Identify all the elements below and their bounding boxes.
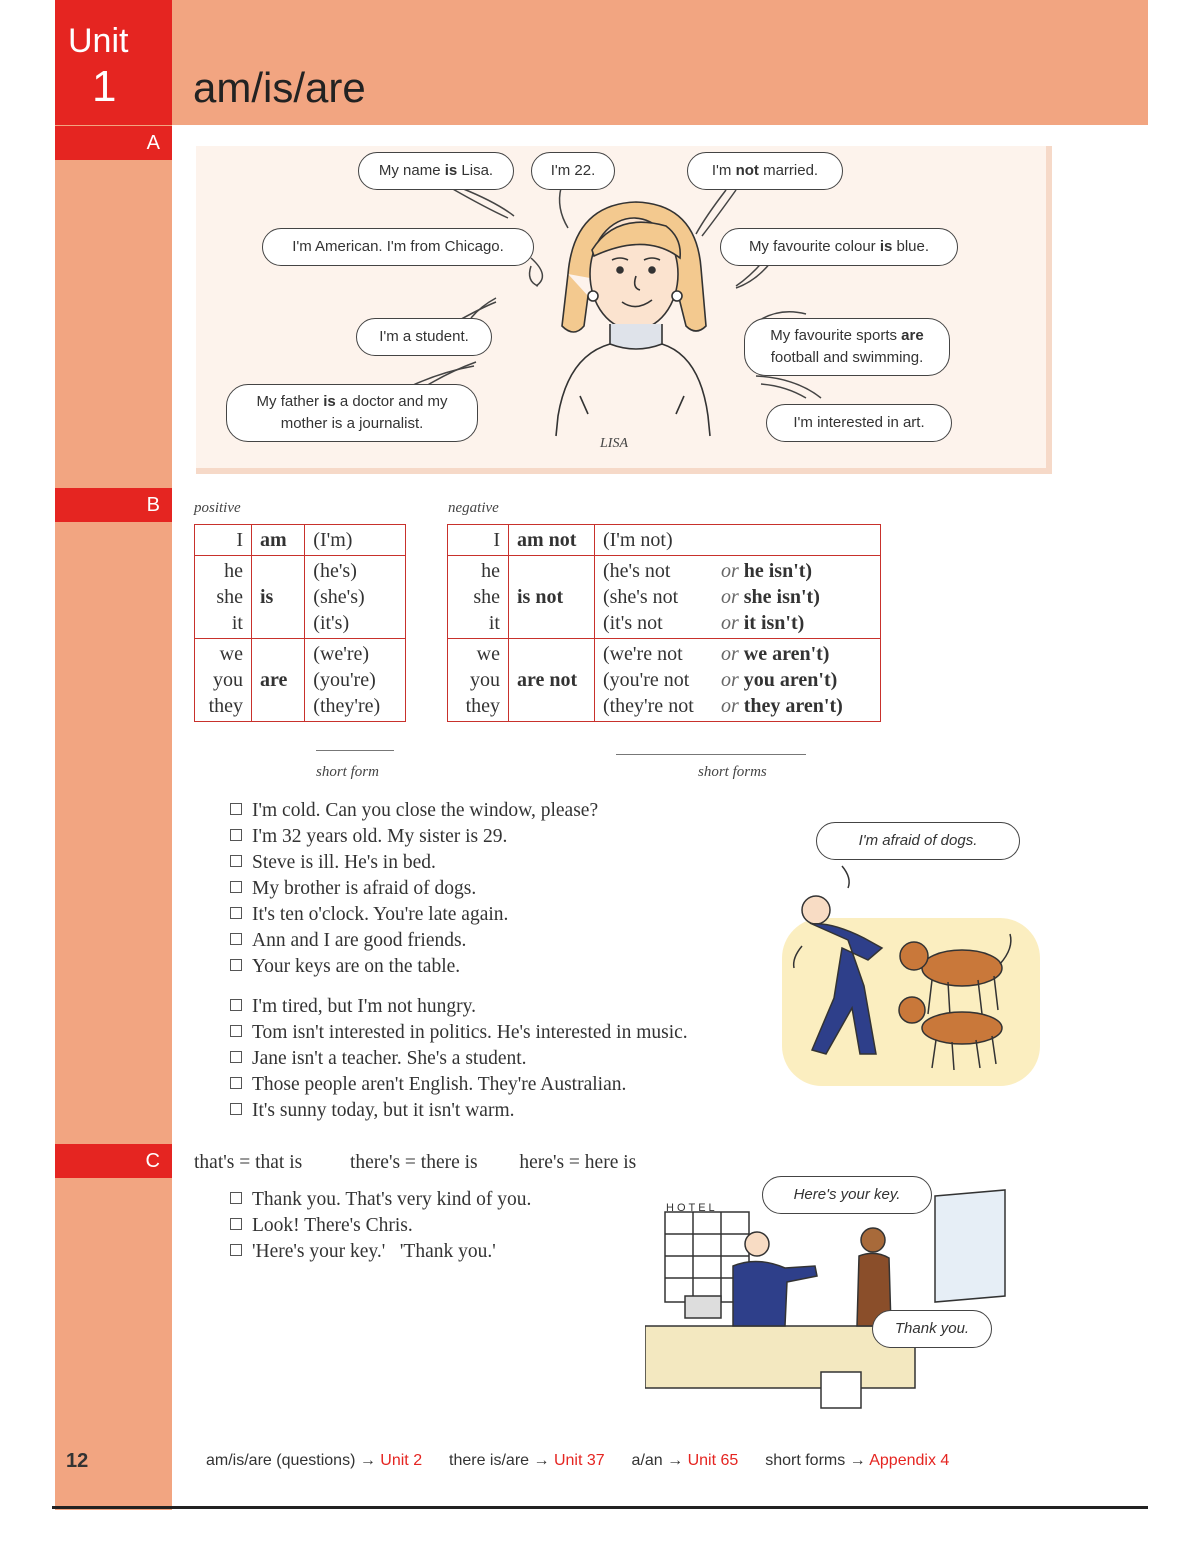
contractions-line: that's = that is there's = there is here's = here is bbox=[194, 1152, 637, 1173]
verb-cell: are not bbox=[509, 639, 595, 722]
subject-cell: I bbox=[236, 529, 243, 551]
bottom-rule bbox=[52, 1506, 1148, 1509]
cross-references: am/is/are (questions) → Unit 2 there is/are → Unit 37 a/an → Unit 65 short forms → Appendix 4 bbox=[206, 1452, 950, 1469]
section-c-tab: C bbox=[55, 1144, 172, 1178]
checkbox-icon bbox=[230, 829, 242, 841]
subject-cell: he bbox=[224, 560, 243, 582]
checkbox-icon bbox=[230, 1218, 242, 1230]
short-forms-caption: short forms bbox=[698, 764, 767, 780]
bubble-student: I'm a student. bbox=[356, 318, 492, 356]
section-a-tab: A bbox=[55, 126, 172, 160]
page-number: 12 bbox=[66, 1450, 89, 1472]
short-cell: (you're not or you aren't) bbox=[602, 669, 838, 691]
positive-table bbox=[194, 524, 406, 722]
list-item: It's ten o'clock. You're late again. bbox=[230, 902, 598, 928]
checkbox-icon bbox=[230, 803, 242, 815]
list-item: My brother is afraid of dogs. bbox=[230, 876, 598, 902]
table-row bbox=[448, 525, 881, 556]
short-cell: (you're) bbox=[313, 669, 376, 691]
checkbox-icon bbox=[230, 1103, 242, 1115]
negative-examples bbox=[230, 994, 688, 1124]
subject-cell: it bbox=[488, 612, 500, 634]
short-cell: (it's) bbox=[313, 612, 350, 634]
bubble-married: I'm not married. bbox=[687, 152, 843, 190]
short-cell: (we're) bbox=[313, 643, 370, 665]
table-row bbox=[195, 556, 406, 639]
positive-label: positive bbox=[194, 500, 241, 516]
link-unit-2[interactable]: Unit 2 bbox=[380, 1452, 423, 1469]
verb-cell: are bbox=[252, 639, 305, 722]
link-unit-65[interactable]: Unit 65 bbox=[687, 1452, 739, 1469]
list-item: It's sunny today, but it isn't warm. bbox=[230, 1098, 688, 1124]
page-title: am/is/are bbox=[193, 64, 366, 111]
checkbox-icon bbox=[230, 959, 242, 971]
positive-examples bbox=[230, 798, 598, 980]
link-appendix-4[interactable]: Appendix 4 bbox=[869, 1452, 950, 1469]
short-cell: (they're not or they aren't) bbox=[602, 695, 843, 717]
bubble-colour: My favourite colour is blue. bbox=[720, 228, 958, 266]
checkbox-icon bbox=[230, 855, 242, 867]
list-item: Ann and I are good friends. bbox=[230, 928, 598, 954]
checkbox-icon bbox=[230, 999, 242, 1011]
checkbox-icon bbox=[230, 933, 242, 945]
unit-label: Unit bbox=[68, 22, 129, 60]
short-cell: (we're not or we aren't) bbox=[602, 643, 830, 665]
lisa-figure bbox=[556, 202, 710, 436]
bubble-art: I'm interested in art. bbox=[766, 404, 952, 442]
list-item: I'm cold. Can you close the window, please? bbox=[230, 798, 598, 824]
list-item: Those people aren't English. They're Australian. bbox=[230, 1072, 688, 1098]
bubble-american: I'm American. I'm from Chicago. bbox=[262, 228, 534, 266]
verb-cell: am bbox=[252, 525, 305, 556]
checkbox-icon bbox=[230, 1077, 242, 1089]
short-form-caption: short form bbox=[316, 764, 379, 780]
short-cell: (they're) bbox=[313, 695, 381, 717]
list-item: Thank you. That's very kind of you. bbox=[230, 1187, 531, 1213]
unit-number: 1 bbox=[92, 62, 117, 111]
short-cell: (she's not or she isn't) bbox=[602, 586, 820, 608]
hotel-sign: HOTEL bbox=[666, 1202, 718, 1214]
checkbox-icon bbox=[230, 1025, 242, 1037]
subject-cell: she bbox=[216, 586, 243, 608]
bubble-age: I'm 22. bbox=[531, 152, 615, 190]
subject-cell: it bbox=[231, 612, 243, 634]
short-cell: (she's) bbox=[313, 586, 365, 608]
subject-cell: they bbox=[208, 695, 243, 717]
subject-cell: she bbox=[473, 586, 500, 608]
checkbox-icon bbox=[230, 1244, 242, 1256]
short-cell: (it's not or it isn't) bbox=[602, 612, 805, 634]
list-item: 'Here's your key.' 'Thank you.' bbox=[230, 1239, 531, 1265]
bubble-parents: My father is a doctor and my mother is a journalist. bbox=[226, 384, 478, 442]
left-margin-bar bbox=[55, 0, 172, 1510]
subject-cell: we bbox=[219, 643, 243, 665]
short-cell: (he's) bbox=[313, 560, 357, 582]
short-forms-bracket bbox=[616, 754, 806, 755]
dog-speech-bubble: I'm afraid of dogs. bbox=[816, 822, 1020, 860]
subject-cell: you bbox=[470, 669, 500, 691]
subject-cell: we bbox=[476, 643, 500, 665]
subject-cell: they bbox=[465, 695, 500, 717]
negative-table bbox=[447, 524, 881, 722]
table-row bbox=[448, 556, 881, 639]
table-row bbox=[195, 525, 406, 556]
lisa-caption: LISA bbox=[600, 436, 628, 451]
list-item: I'm tired, but I'm not hungry. bbox=[230, 994, 688, 1020]
short-cell: (I'm) bbox=[313, 529, 353, 551]
list-item: Steve is ill. He's in bed. bbox=[230, 850, 598, 876]
verb-cell: is bbox=[252, 556, 305, 639]
subject-cell: you bbox=[213, 669, 243, 691]
list-item: Look! There's Chris. bbox=[230, 1213, 531, 1239]
checkbox-icon bbox=[230, 881, 242, 893]
list-item: Tom isn't interested in politics. He's interested in music. bbox=[230, 1020, 688, 1046]
bubble-name: My name is Lisa. bbox=[358, 152, 514, 190]
link-unit-37[interactable]: Unit 37 bbox=[553, 1452, 605, 1469]
checkbox-icon bbox=[230, 1051, 242, 1063]
table-row bbox=[195, 639, 406, 722]
list-item: Jane isn't a teacher. She's a student. bbox=[230, 1046, 688, 1072]
short-cell: (I'm not) bbox=[602, 529, 673, 551]
list-item: I'm 32 years old. My sister is 29. bbox=[230, 824, 598, 850]
section-c-examples bbox=[230, 1187, 531, 1265]
checkbox-icon bbox=[230, 907, 242, 919]
subject-cell: I bbox=[493, 529, 500, 551]
bubble-sports: My favourite sports are football and swimming. bbox=[744, 318, 950, 376]
negative-label: negative bbox=[448, 500, 499, 516]
checkbox-icon bbox=[230, 1192, 242, 1204]
thanks-speech-bubble: Thank you. bbox=[872, 1310, 992, 1348]
list-item: Your keys are on the table. bbox=[230, 954, 598, 980]
subject-cell: he bbox=[481, 560, 500, 582]
table-row bbox=[448, 639, 881, 722]
window bbox=[935, 1190, 1005, 1302]
verb-cell: is not bbox=[509, 556, 595, 639]
section-a-panel bbox=[196, 146, 1052, 474]
short-form-bracket bbox=[316, 750, 394, 751]
section-b-tab: B bbox=[55, 488, 172, 522]
key-speech-bubble: Here's your key. bbox=[762, 1176, 932, 1214]
verb-cell: am not bbox=[509, 525, 595, 556]
short-cell: (he's not or he isn't) bbox=[602, 560, 813, 582]
